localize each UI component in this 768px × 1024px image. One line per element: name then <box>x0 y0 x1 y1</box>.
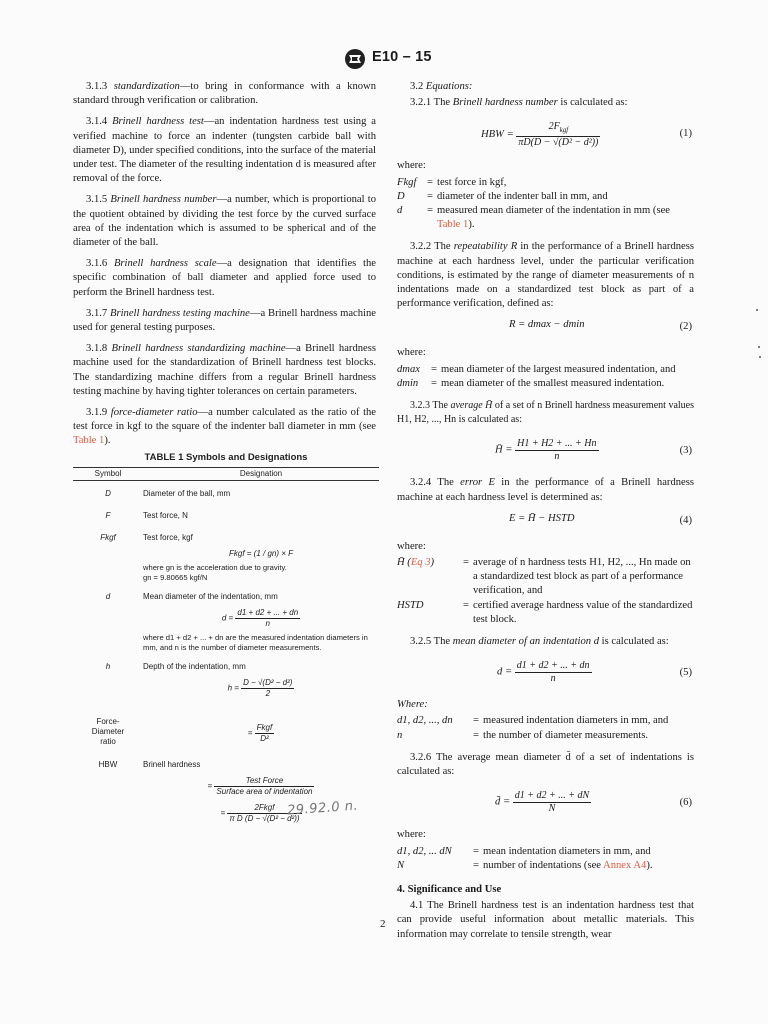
para-3-1-7: 3.1.7 Brinell hardness testing machine—a Brinell hardness machine used for general testing purposes. <box>73 307 377 334</box>
hbw-formula-2: = $\frac{\text{2Fkgf}}{\text{π D (D − √(D² − d²))}}$ <box>220 803 300 823</box>
table-row: h Depth of the indentation, mm h = $\frac{\text{D − √(D² − d²)}}{2}$ <box>73 662 379 703</box>
col-designation-header: Designation <box>239 469 283 478</box>
table-row: HBW Brinell hardness = $\frac{\text{Test Force}}{\text{Surface area of indentation}}$ = $\frac{\text{2Fkgf}}{\text{π D (D − √(D² − d²))}}$ <box>73 760 379 828</box>
section-3-2-heading: 3.2 Equations: <box>410 81 473 92</box>
d-formula: d = $\frac{d1 + d2 + ... + dn}{n}$ <box>221 608 299 628</box>
right-column: 3.2 Equations: 3.2.1 The Brinell hardness number is calculated as: HBW = $\frac{2F_{kgf}}{\text{πD(D − √(D² − d²))}}$ (1) where: Fkgf = test force in kgf, D = diameter of the indenter ball in mm, and d = measured mean diameter of the indentation in mm (see Table 1). 3.2.2 The repeatability R in the performance of a Brinell hardness machine at each hardness level, under the particular verification conditions, is estimated by the range of diameter measurements of n indentations made on a standardized test block as part of a performance verification, defined as: R = dmax − dmin (2) where: dmax = mean diameter of the largest measured indentation, and dmin = mean diameter of the smallest measured indentation. 3.2.3 The average H̄ of a set of n Brinell hardness measurement values H1, H2, ..., Hn is calculated as: H̄ = $\frac{H1 + H2 + ... + Hn}{n}$ (3) 3.2.4 The error E in the performance of a Brinell hardness machine at each hardness level is determined as: E = H̄ − HSTD (4) where: H̄ (Eq 3) = average of n hardness tests H1, H2, ..., Hn made on a standardized test block as part of a performance verification, and HSTD = certified average hardness value of the standardized test block. 3.2.5 The mean diameter of an indentation d is calculated as: d = $\frac{d1 + d2 + ... + dn}{n}$ (5) Where: d1, d2, ..., dn = measured indentation diameters in mm, and n = the number of diameter measurements. 3.2.6 The average mean diameter d̄ of a set of indentations is calculated as: d̄ = $\frac{d1 + d2 + ... + dN}{N}$ (6) where: d1, d2, ... dN = mean indentation diameters in mm, and N = number of indentations (see Annex A4). 4. Significance and Use 4.1 The Brinell hardness test is an indentation hardness test that can provide useful information about metallic materials. This information may correlate to tensile strength, wear <box>397 80 694 949</box>
ratio-formula: = $\frac{\text{Fkgf}}{\text{D²}}$ <box>247 723 273 743</box>
para-4-1: 4.1 The Brinell hardness test is an indentation hardness test that can provide useful information about metallic materials. This information may correlate to tensile strength, wear <box>397 900 694 940</box>
equation-1: HBW = $\frac{2F_{kgf}}{\text{πD(D − √(D² − d²))}}$ (1) <box>481 121 692 149</box>
para-3-1-9: 3.1.9 force-diameter ratio—a number calculated as the ratio of the test force in kgf to the square of the indenter ball diameter in mm (see Table 1). <box>73 407 377 447</box>
para-3-1-6: 3.1.6 Brinell hardness scale—a designation that identifies the specific combination of ball diameter and applied force used to perform the Brinell hardness test. <box>73 258 376 298</box>
para-3-1-8: 3.1.8 Brinell hardness standardizing machine—a Brinell hardness machine used for the standardization of Brinell hardness test blocks. The standardizing machine differs from a regular Brinell hardness testing machine by having tighter tolerances on certain parameters. <box>73 343 376 397</box>
para-3-2-5: 3.2.5 The mean diameter of an indentation d is calculated as: <box>410 636 669 648</box>
para-3-2-6: 3.2.6 The average mean diameter d̄ of a set of indentations is calculated as: <box>397 751 694 778</box>
hbw-formula-1: = $\frac{\text{Test Force}}{\text{Surface area of indentation}}$ <box>207 776 313 796</box>
left-column <box>73 80 376 456</box>
table-row: d Mean diameter of the indentation, mm d = $\frac{d1 + d2 + ... + dn}{n}$ where d1 + d2 + ... + dn are the measured indentation diameters in mm, and n is the number of diameter measurements. <box>73 592 379 652</box>
definitions-1: Fkgf = test force in kgf, D = diameter of the indenter ball in mm, and d = measured mean diameter of the indentation in mm (see Table 1). <box>397 176 670 231</box>
table-1-link[interactable]: Table 1 <box>73 435 105 447</box>
scan-speck <box>759 356 761 358</box>
table-row: Fkgf Test force, kgf Fkgf = (1 / gn) × F where gn is the acceleration due to gravity. gn = 9.80665 kgf/N <box>73 533 379 582</box>
h-formula: h = $\frac{\text{D − √(D² − d²)}}{2}$ <box>227 678 293 698</box>
table-1-link[interactable]: Table 1 <box>437 219 469 231</box>
equation-2: R = dmax − dmin (2) <box>509 319 692 333</box>
table-title: TABLE 1 Symbols and Designations <box>144 452 308 463</box>
para-3-2-1: 3.2.1 The Brinell hardness number is calculated as: <box>410 97 628 109</box>
para-3-2-3: 3.2.3 The average H̄ of a set of n Brinell hardness measurement values H1, H2, ..., Hn is calculated as: <box>397 400 695 426</box>
definitions-5: d1, d2, ..., dn = measured indentation diameters in mm, and n = the number of diameter measurements. <box>397 715 669 741</box>
table-row: D Diameter of the ball, mm <box>105 489 231 498</box>
equation-6: d̄ = $\frac{d1 + d2 + ... + dN}{N}$ (6) <box>495 790 692 815</box>
fkgf-formula: Fkgf = (1 / gn) × F <box>228 549 294 558</box>
handwritten-note: 29.92.0 n. <box>286 798 359 819</box>
table-row: F Test force, N <box>105 511 188 520</box>
definitions-6: d1, d2, ... dN = mean indentation diameters in mm, and N = number of indentations (see Annex A4). <box>397 845 653 871</box>
definitions-4: H̄ (Eq 3) = average of n hardness tests H1, H2, ..., Hn made on a standardized test block as part of a performance verification, and HSTD = certified average hardness value of the standardized test block. <box>397 557 693 625</box>
para-3-1-4: 3.1.4 Brinell hardness test—an indentation hardness test using a verified machine to force an indenter (tungsten carbide ball with diameter D), under specified conditions, into the surface of the material under test. The diameter of the resulting indentation d is measured after removal of the force. <box>73 116 376 185</box>
table-header-row <box>73 467 379 481</box>
para-3-1-3: 3.1.3 standardization—to bring in conformance with a known standard through verification or calibration. <box>73 81 376 107</box>
col-symbol-header: Symbol <box>94 469 122 478</box>
para-3-2-2: 3.2.2 The repeatability R in the performance of a Brinell hardness machine at each hardness level, under the particular verification conditions, is estimated by the range of diameter measurements of n indentations made on a standardized test block as part of a performance verification, defined as: <box>397 241 694 310</box>
annex-a4-link[interactable]: Annex A4 <box>603 859 647 871</box>
para-3-2-4: 3.2.4 The error E in the performance of a Brinell hardness machine at each hardness level is determined as: <box>397 477 694 503</box>
equation-5: d = $\frac{d1 + d2 + ... + dn}{n}$ (5) <box>497 660 692 685</box>
equation-4: E = H̄ − HSTD (4) <box>509 512 692 526</box>
equation-3: H̄ = $\frac{H1 + H2 + ... + Hn}{n}$ (3) <box>495 438 692 463</box>
table-row: Force- Diameter ratio = $\frac{\text{Fkgf}}{\text{D²}}$ <box>73 717 379 748</box>
section-4-heading: 4. Significance and Use <box>397 883 502 895</box>
eq-3-link[interactable]: Eq 3 <box>410 557 431 569</box>
page-header <box>0 48 768 70</box>
scan-speck <box>756 309 758 311</box>
para-3-1-5: 3.1.5 Brinell hardness number—a number, which is proportional to the quotient obtained by dividing the test force by the curved surface area of the indentation which is assumed to be spherical and of the diameter of the ball. <box>73 194 377 249</box>
page-number: 2 <box>380 918 386 930</box>
scan-speck <box>758 346 760 348</box>
document-code: E10 – 15 <box>372 49 432 65</box>
symbols-table <box>73 453 379 828</box>
definitions-2: dmax = mean diameter of the largest measured indentation, and dmin = mean diameter of the smallest measured indentation. <box>397 363 676 389</box>
astm-logo-icon <box>344 48 366 70</box>
